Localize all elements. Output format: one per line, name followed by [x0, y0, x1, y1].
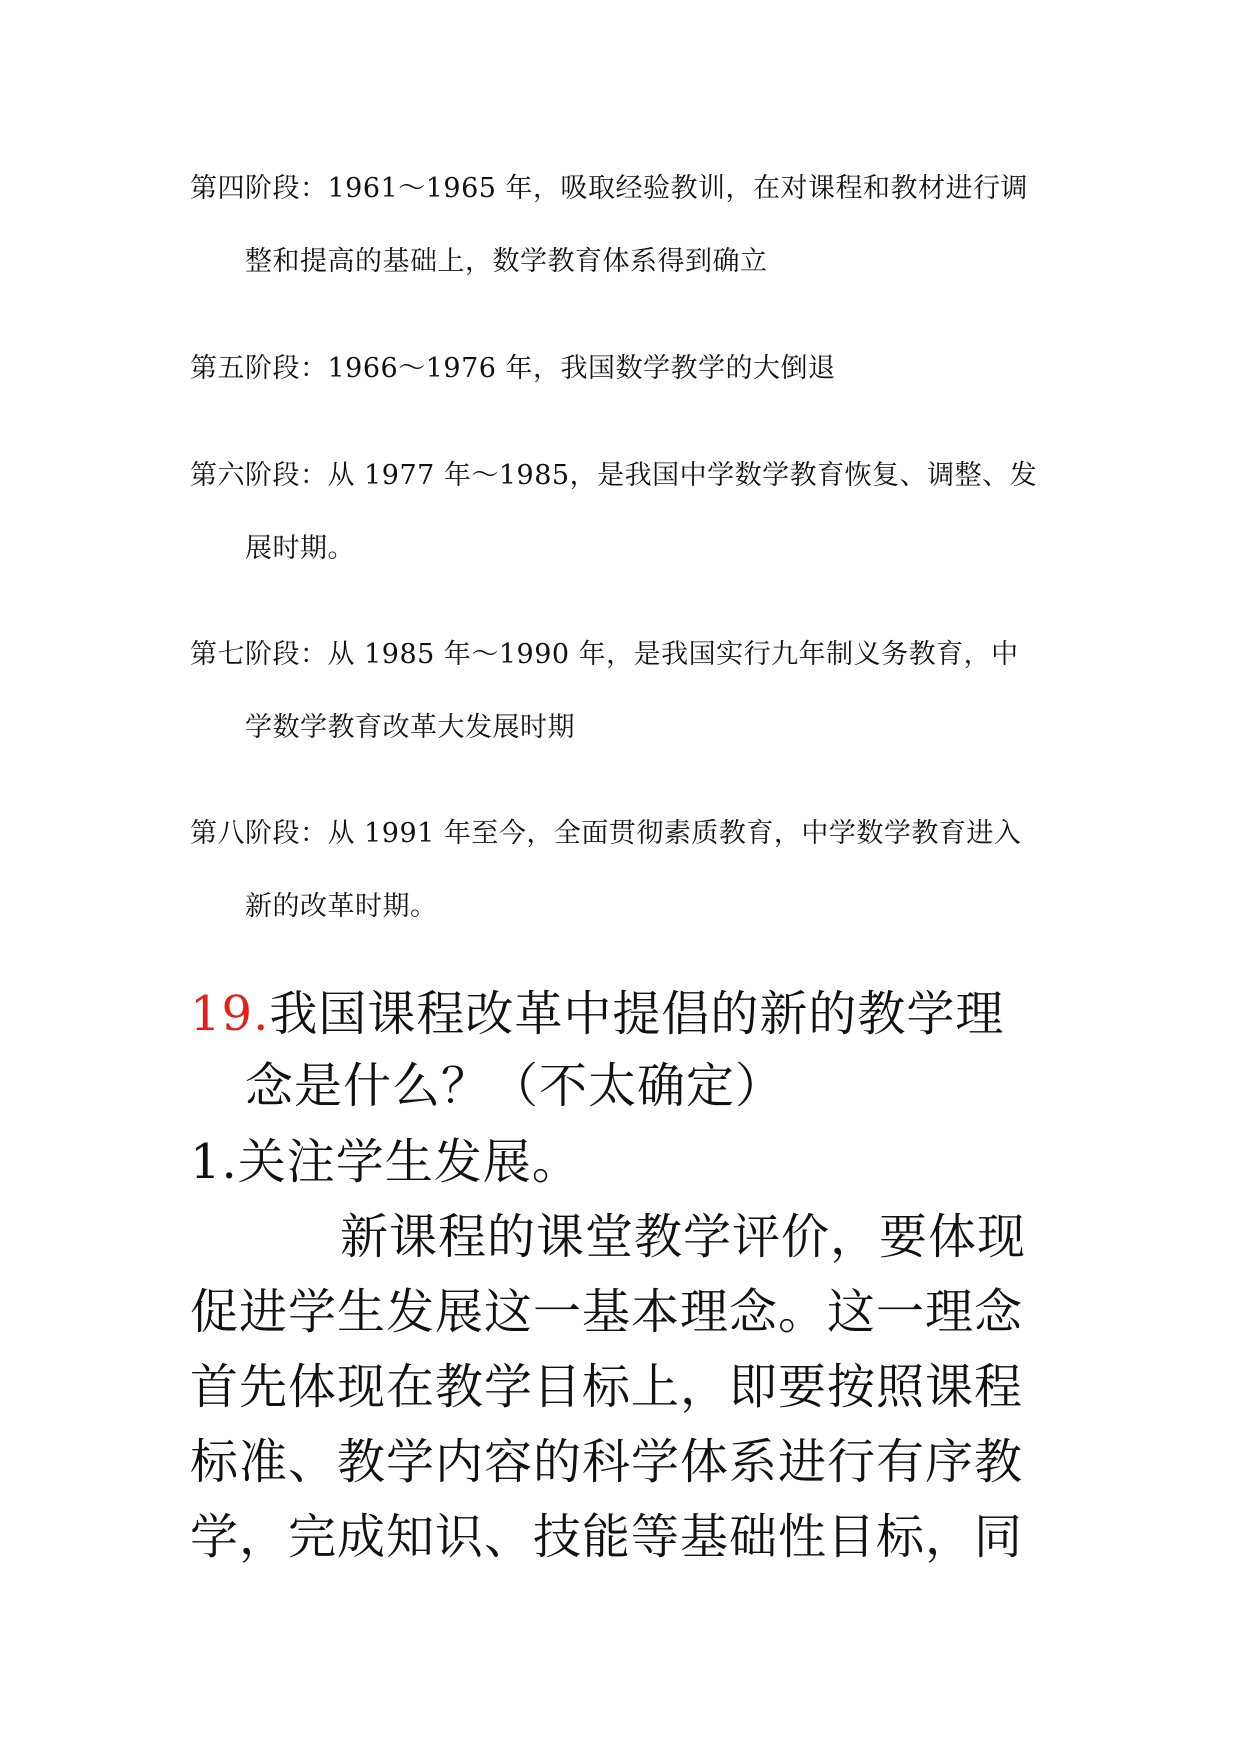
stage-8-line-1: 第八阶段：从 1991 年至今，全面贯彻素质教育，中学数学教育进入	[190, 818, 1022, 849]
stage-6-line-2: 展时期。	[245, 533, 355, 564]
stage-4-line-2: 整和提高的基础上，数学教育体系得到确立	[245, 246, 768, 277]
question-title-line-1: 我国课程改革中提倡的新的教学理	[269, 986, 1005, 1042]
question-number: 19.	[190, 986, 270, 1042]
point-1-paragraph-line: 促进学生发展这一基本理念。这一理念	[190, 1284, 1024, 1340]
point-1-paragraph-line: 首先体现在教学目标上，即要按照课程	[190, 1359, 1024, 1415]
stage-8-line-2: 新的改革时期。	[245, 891, 438, 922]
question-title-line-2: 念是什么？（不太确定）	[245, 1058, 785, 1114]
point-1-paragraph-line: 标准、教学内容的科学体系进行有序教	[190, 1434, 1024, 1490]
stage-7-line-2: 学数学教育改革大发展时期	[245, 712, 575, 743]
point-1-paragraph-line: 新课程的课堂教学评价，要体现	[340, 1209, 1027, 1265]
point-1-paragraph-line: 学，完成知识、技能等基础性目标，同	[190, 1509, 1024, 1565]
point-1-heading: 1.关注学生发展。	[190, 1134, 581, 1190]
stage-4-line-1: 第四阶段：1961～1965 年，吸取经验教训，在对课程和教材进行调	[190, 173, 1029, 204]
stage-6-line-1: 第六阶段：从 1977 年～1985，是我国中学数学教育恢复、调整、发	[190, 460, 1038, 491]
stage-5-line-1: 第五阶段：1966～1976 年，我国数学教学的大倒退	[190, 353, 836, 384]
stage-7-line-1: 第七阶段：从 1985 年～1990 年，是我国实行九年制义务教育，中	[190, 639, 1019, 670]
question-heading	[190, 986, 1005, 1042]
